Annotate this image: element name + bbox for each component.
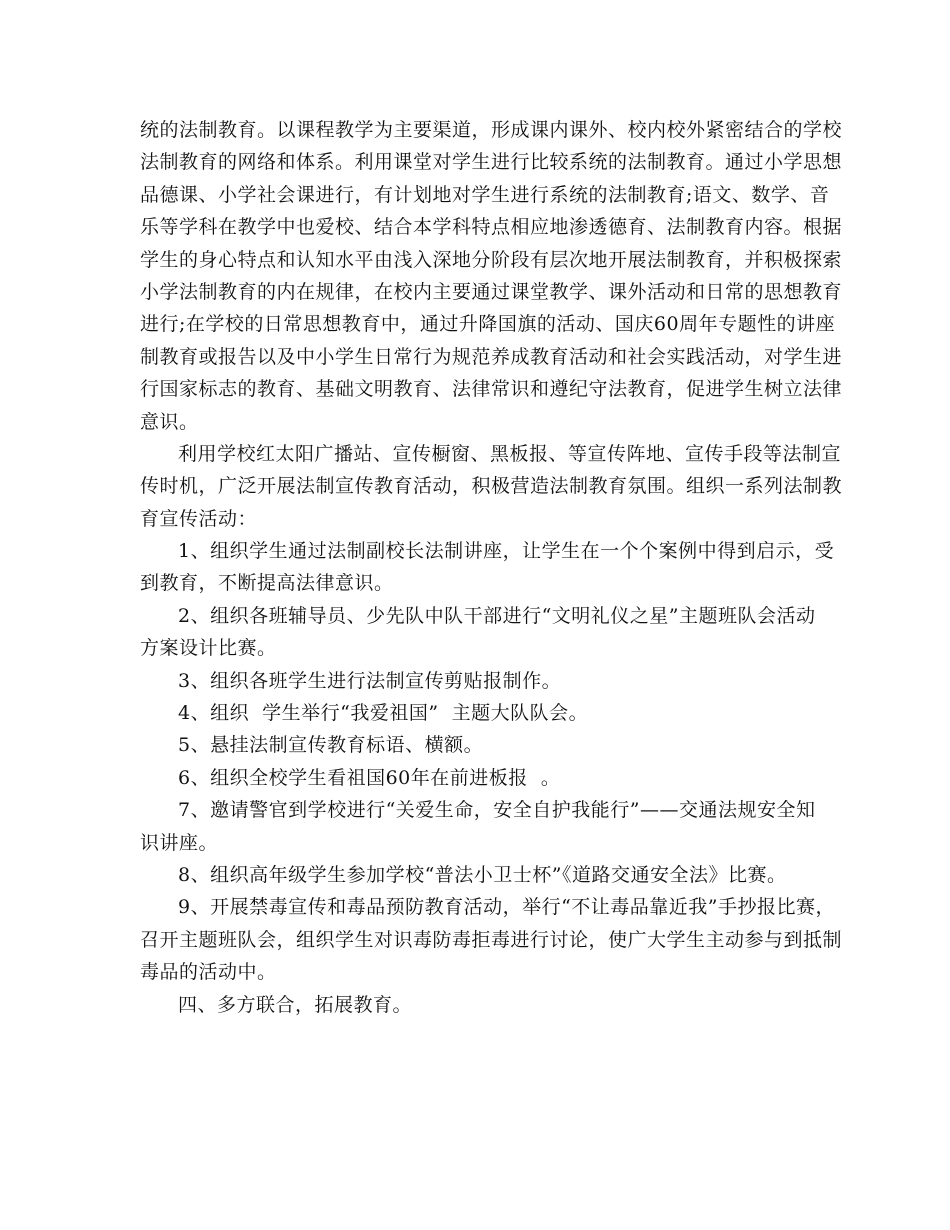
text-line: 6、组织全校学生看祖国60年在前进板报 。 bbox=[178, 766, 561, 789]
list-item-4 bbox=[140, 697, 812, 729]
text-line: 方案设计比赛。 bbox=[140, 637, 277, 660]
list-item-2 bbox=[140, 600, 816, 665]
text-line: 法制教育的网络和体系。利用课堂对学生进行比较系统的法制教育。通过小学思想 bbox=[140, 151, 843, 174]
text-line: 8、组织高年级学生参加学校“普法小卫士杯”《道路交通安全法》比赛。 bbox=[178, 863, 787, 886]
document-body bbox=[140, 114, 843, 1021]
list-item-9 bbox=[140, 891, 843, 988]
text-line: 1、组织学生通过法制副校长法制讲座，让学生在一个个案例中得到启示，受 bbox=[178, 540, 835, 563]
text-line: 进行;在学校的日常思想教育中，通过升降国旗的活动、国庆60周年专题性的讲座 bbox=[140, 313, 836, 336]
text-line: 意识。 bbox=[140, 410, 199, 433]
text-line: 学生的身心特点和认知水平由浅入深地分阶段有层次地开展法制教育，并积极探索 bbox=[140, 248, 843, 271]
text-line: 统的法制教育。以课程教学为主要渠道，形成课内课外、校内校外紧密结合的学校 bbox=[140, 119, 843, 141]
text-line: 7、邀请警官到学校进行“关爱生命，安全自护我能行”——交通法规安全知 bbox=[178, 799, 816, 822]
text-line: 制教育或报告以及中小学生日常行为规范养成教育活动和社会实践活动，对学生进 bbox=[140, 345, 843, 368]
text-line: 四、多方联合，拓展教育。 bbox=[178, 993, 413, 1016]
section-heading-multi-party bbox=[140, 989, 812, 1021]
text-line: 育宣传活动： bbox=[140, 507, 258, 530]
text-line: 识讲座。 bbox=[140, 831, 219, 854]
list-item-5 bbox=[140, 729, 812, 761]
paragraph-propaganda-channels bbox=[140, 438, 843, 535]
text-line: 行国家标志的教育、基础文明教育、法律常识和遵纪守法教育，促进学生树立法律 bbox=[140, 378, 843, 401]
list-item-8 bbox=[140, 859, 812, 891]
list-item-7 bbox=[140, 794, 816, 859]
list-item-3 bbox=[140, 665, 812, 697]
text-line: 9、开展禁毒宣传和毒品预防教育活动，举行“不让毒品靠近我”手抄报比赛， bbox=[178, 896, 836, 919]
text-line: 5、悬挂法制宣传教育标语、横额。 bbox=[178, 734, 484, 757]
paragraph-legal-education-intro bbox=[140, 114, 843, 438]
list-item-6 bbox=[140, 762, 812, 794]
text-line: 品德课、小学社会课进行，有计划地对学生进行系统的法制教育;语文、数学、音 bbox=[140, 183, 830, 206]
text-line: 传时机，广泛开展法制宣传教育活动，积极营造法制教育氛围。组织一系列法制教 bbox=[140, 475, 843, 498]
text-line: 3、组织各班学生进行法制宣传剪贴报制作。 bbox=[178, 669, 562, 692]
text-line: 2、组织各班辅导员、少先队中队干部进行“文明礼仪之星”主题班队会活动 bbox=[178, 604, 816, 627]
text-line: 召开主题班队会，组织学生对识毒防毒拒毒进行讨论，使广大学生主动参与到抵制 bbox=[140, 928, 843, 951]
list-item-1 bbox=[140, 535, 835, 600]
text-line: 毒品的活动中。 bbox=[140, 961, 277, 984]
text-line: 到教育，不断提高法律意识。 bbox=[140, 572, 394, 595]
text-line: 4、组织 学生举行“我爱祖国” 主题大队队会。 bbox=[178, 702, 589, 725]
text-line: 利用学校红太阳广播站、宣传橱窗、黑板报、等宣传阵地、宣传手段等法制宣 bbox=[178, 442, 842, 465]
text-line: 乐等学科在教学中也爱校、结合本学科特点相应地渗透德育、法制教育内容。根据 bbox=[140, 216, 843, 239]
text-line: 小学法制教育的内在规律，在校内主要通过课堂教学、课外活动和日常的思想教育 bbox=[140, 280, 843, 303]
